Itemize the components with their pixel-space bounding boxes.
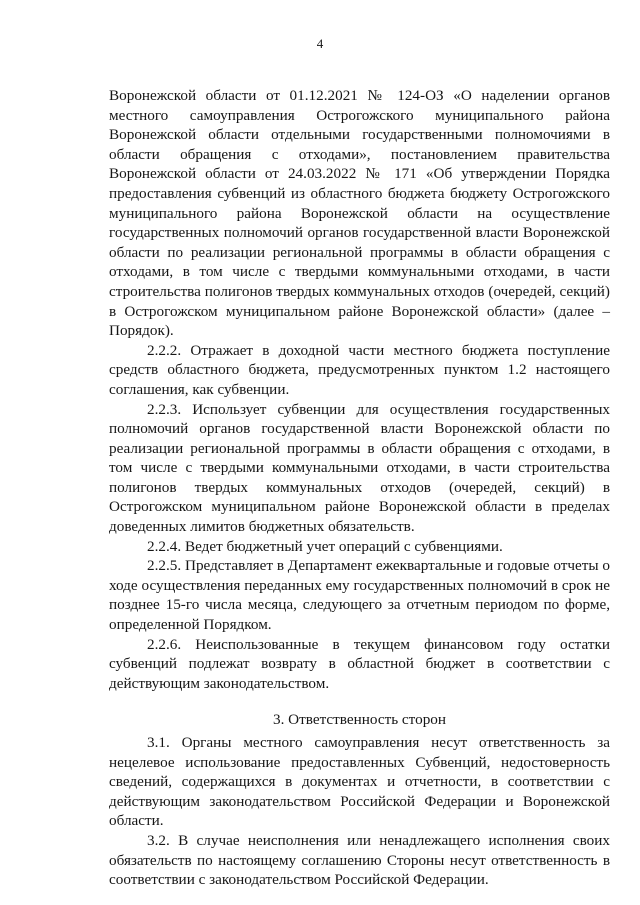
paragraph-continuation: Воронежской области от 01.12.2021 № 124-ОЗ «О наделении органов местного самоуправления Острогожского муниципального района Воронежской области отдельными государственными полномочиями в области обращения с отходами», постановлением правительства Воронежской области от 24.03.2022 № 171 «Об утверждении Порядка предоставления субвенций из областного бюджета бюджету Острогожского муниципального района Воронежской области на осуществление государственных полномочий органов государственной власти Воронежской области по реализации региональной программы в области обращения с отходами, в том числе с твердыми коммунальными отходами, в части строительства полигонов твердых коммунальных отходов (очередей, секций) в Острогожском муниципальном районе Воронежской области» (далее – Порядок). [109,87,610,340]
document-body [109,86,610,890]
paragraph-3-1: 3.1. Органы местного самоуправления несут ответственность за нецелевое использование предоставленных Субвенций, недостоверность сведений, содержащихся в документах и отчетности, в соответствии с действующим законодательством Российской Федерации и Воронежской области. [109,734,610,830]
paragraph-3-2: 3.2. В случае неисполнения или ненадлежащего исполнения своих обязательств по настоящему соглашению Стороны несут ответственность в соответствии с законодательством Российской Федерации. [109,831,610,889]
page-number: 4 [316,36,324,51]
paragraph-2-2-3: 2.2.3. Использует субвенции для осуществления государственных полномочий органов государственной власти Воронежской области по реализации региональной программы в области обращения с отходами, в том числе с твердыми коммунальными отходами, в части строительства полигонов твердых коммунальных отходов (очередей, секций) в Острогожском муниципальном районе Воронежской области в пределах доведенных лимитов бюджетных обязательств. [109,400,610,536]
paragraph-2-2-4: 2.2.4. Ведет бюджетный учет операций с субвенциями. [147,537,503,555]
paragraph-2-2-2: 2.2.2. Отражает в доходной части местного бюджета поступление средств областного бюджета, предусмотренных пунктом 1.2 настоящего соглашения, как субвенции. [109,341,610,398]
paragraph-2-2-6: 2.2.6. Неиспользованные в текущем финансовом году остатки субвенций подлежат возврату в областной бюджет в соответствии с действующим законодательством. [109,635,610,692]
section-heading-3: 3. Ответственность сторон [272,711,447,729]
paragraph-2-2-5: 2.2.5. Представляет в Департамент ежеквартальные и годовые отчеты о ходе осуществления переданных ему государственных полномочий в срок не позднее 15-го числа месяца, следующего за отчетным периодом по форме, определенной Порядком. [109,557,610,634]
